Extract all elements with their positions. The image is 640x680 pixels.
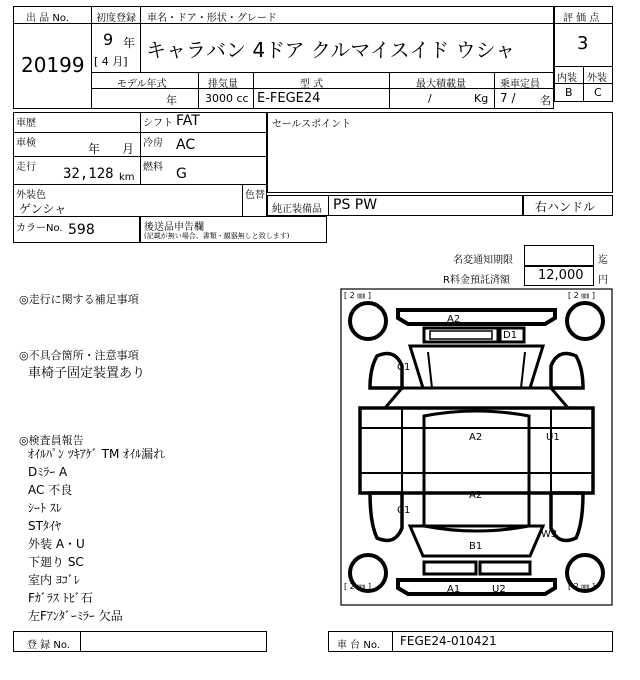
rear-light-left [424,562,476,574]
driving-notes-label: ◎走行に関する補足事項 [19,293,139,306]
mileage-value: 32,128 [63,166,114,182]
inspector-line: ｼｰﾄ ｽﾚ [28,501,62,515]
shift-label: シフト [143,118,173,129]
fender-rear-left [370,493,402,540]
inspection-year: 年 [88,142,101,156]
capacity-label: 乗車定員 [500,79,540,90]
fender-front-right [551,354,583,388]
tire-front-right [567,303,603,339]
color-change-label: 色替 [245,190,265,201]
inspector-line: STﾀｲﾔ [28,519,61,533]
model-year-unit: 年 [166,94,177,107]
inspector-line: Fｶﾞﾗｽ ﾄﾋﾞ石 [28,591,93,605]
ac-label: 冷房 [143,138,163,149]
year-unit: 年 [123,36,136,50]
name-change-field [524,245,594,266]
fuel-value: G [176,166,187,182]
color-number-label: カラーNo. [16,223,63,234]
recycle-fee-unit: 円 [598,275,608,286]
recycle-fee-amount: 12,000 [538,268,584,283]
inspection-month: 月 [122,142,135,156]
exterior-grade: C [594,86,602,99]
damage-mark: D1 [503,330,518,341]
damage-mark: B1 [469,541,483,552]
max-load-slash: / [428,92,432,105]
inspector-line: 外装 A・U [28,537,85,551]
inspector-report-label: ◎検査員報告 [19,434,84,447]
diagram-frame [341,289,612,605]
displacement: 3000 cc [205,92,249,105]
equipment-label: 純正装備品 [272,204,322,215]
damage-mark: U1 [546,432,560,443]
lot-number: 20199 [21,53,85,77]
tire-tag-rear-right: [ 2 ㎜ ] [568,582,595,591]
grade-label: 評 価 点 [563,13,600,24]
max-load-unit: Kg [474,92,489,105]
chassis-number-label: 車 台 No. [337,640,380,651]
mileage-unit: km [119,172,135,183]
model-year-label: モデル年式 [117,79,167,90]
registration-number-label: 登 録 No. [27,640,70,651]
damage-mark: A1 [447,584,461,595]
recycle-fee-label: R料金預託済額 [443,275,510,286]
inspector-report [28,445,165,625]
max-load-label: 最大積載量 [416,79,466,90]
model-type: E-FEGE24 [257,91,321,106]
color-label: 外装色 [16,190,46,201]
defects-note: 車椅子固定装置あり [28,366,146,381]
type-label: 型 式 [300,79,324,90]
damage-mark: W3 [541,529,558,540]
inspector-line: ｵｲﾙﾊﾟﾝ ﾂｷｱｹﾞ TM ｵｲﾙ漏れ [28,447,166,461]
damage-mark: C1 [397,505,411,516]
cowl [385,388,568,408]
tire-tag-front-right: [ 2 ㎜ ] [568,291,595,300]
tire-tag-rear-left: [ 2 ㎜ ] [344,582,371,591]
docs-label: 後送品申告欄 [144,222,204,233]
docs-note: (記載が無い場合、書類・観器無しと致します) [144,232,290,240]
chassis-number: FEGE24-010421 [400,634,497,648]
tire-tag-front-left: [ 2 ㎜ ] [344,291,371,300]
name-change-label: 名変通知期限 [453,255,513,266]
first-registration-label: 初度登録 [96,13,136,24]
inspection-label: 車検 [16,138,36,149]
car-name-label: 車名・ドア・形状・グレード [147,13,277,24]
capacity-unit: 名 [540,94,551,107]
inspector-line: 左Fｱﾝﾀﾞｰﾐﾗｰ 欠品 [28,609,123,623]
lot-number-label: 出 品 No. [26,13,69,24]
equipment-value: PS PW [333,197,378,213]
sales-points-label: セールスポイント [272,119,352,130]
history-label: 車歴 [16,118,36,129]
inspector-line: Dﾐﾗｰ A [28,465,68,479]
overall-grade: 3 [577,33,589,54]
exterior-label: 外装 [587,73,607,84]
car-name: キャラバン 4ドア クルマイスイド ウシャ [146,38,516,62]
vehicle-diagram [340,288,613,606]
mileage-label: 走行 [16,162,36,173]
interior-grade: B [565,86,573,99]
defects-label: ◎不具合箇所・注意事項 [19,349,139,362]
front-bumper [398,310,555,324]
rear-light-right [480,562,530,574]
inspector-line: 室内 ﾖｺﾞﾚ [28,573,80,587]
damage-mark: A2 [447,314,461,325]
inspector-line: 下廻り SC [28,555,84,569]
color-value: ゲンシャ [19,202,67,216]
fuel-label: 燃料 [143,162,163,173]
first-registration-month: [ 4 月] [94,55,128,68]
color-number: 598 [68,222,95,238]
damage-mark: A2 [469,432,483,443]
name-change-unit: 迄 [598,255,608,266]
steering-value: 右ハンドル [535,200,596,214]
capacity: 7 / [500,91,516,105]
displacement-label: 排気量 [208,79,238,90]
rear-bumper [398,580,555,594]
damage-mark: A2 [469,490,483,501]
front-grille [424,328,498,342]
first-registration-year: 9 [103,30,114,49]
damage-mark: C1 [397,362,411,373]
ac-value: AC [176,137,196,153]
tire-front-left [350,303,386,339]
body-outline [360,408,593,493]
inspector-line: AC 不良 [28,483,73,497]
interior-label: 内装 [557,73,577,84]
damage-mark: U2 [492,584,506,595]
shift-value: FAT [176,113,200,129]
